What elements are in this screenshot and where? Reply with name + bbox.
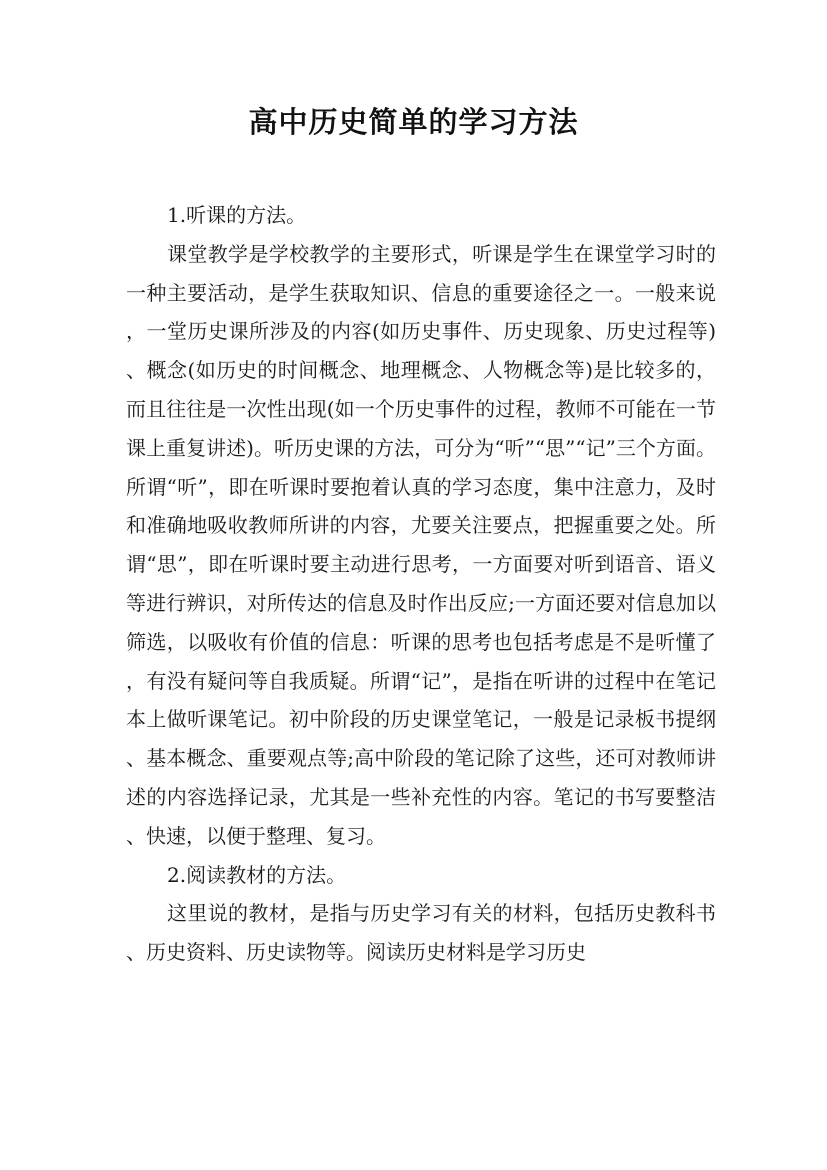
paragraph-listening-method: 课堂教学是学校教学的主要形式，听课是学生在课堂学习时的一种主要活动，是学生获取知识、信息的重要途径之一。一般来说，一堂历史课所涉及的内容(如历史事件、历史现象、历史过程等)、概念(如历史的时间概念、地理概念、人物概念等)是比较多的，而且往往是一次性出现(如一个历史事件的过程，教师不可能在一节课上重复讲述)。听历史课的方法，可分为“听”“思”“记”三个方面。所谓“听”，即在听课时要抱着认真的学习态度，集中注意力，及时和准确地吸收教师所讲的内容，尤要关注要点，把握重要之处。所谓“思”，即在听课时要主动进行思考，一方面要对听到语音、语义等进行辨识，对所传达的信息及时作出反应;一方面还要对信息加以筛选，以吸收有价值的信息：听课的思考也包括考虑是不是听懂了，有没有疑问等自我质疑。所谓“记”，是指在听讲的过程中在笔记本上做听课笔记。初中阶段的历史课堂笔记，一般是记录板书提纲、基本概念、重要观点等;高中阶段的笔记除了这些，还可对教师讲述的内容选择记录，尤其是一些补充性的内容。笔记的书写要整洁、快速，以便于整理、复习。: [126, 241, 716, 848]
document-body: [126, 196, 716, 972]
paragraph-heading-reading: 2.阅读教材的方法。: [167, 862, 347, 887]
paragraph-heading-listening: 1.听课的方法。: [167, 203, 307, 227]
paragraph-reading-method: 这里说的教材，是指与历史学习有关的材料，包括历史教科书、历史资料、历史读物等。阅读历史材料是学习历史: [126, 901, 716, 965]
document-title: 高中历史简单的学习方法: [248, 105, 579, 139]
